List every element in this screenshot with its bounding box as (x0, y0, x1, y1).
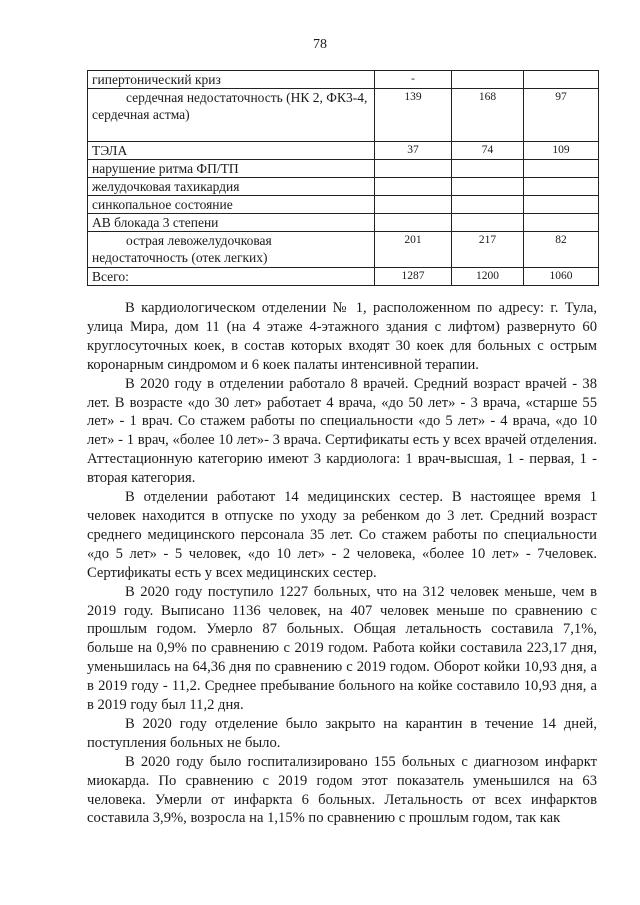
cell-value (375, 214, 452, 232)
total-value: 1060 (524, 268, 599, 286)
row-label: синкопальное состояние (88, 196, 375, 214)
cell-value (524, 196, 599, 214)
cell-value: - (375, 71, 452, 89)
paragraph: В 2020 году было госпитализировано 155 больных с диагнозом инфаркт миокарда. По сравнению с 2019 годом этот показатель уменьшился на 63 человека. Умерли от инфаркта 6 больных. Летальность от всех инфарктов составила 3,9%, возросла на 1,15% по сравнению с прошлым годом, так как (87, 753, 597, 827)
cell-value: 139 (375, 89, 452, 142)
page-number: 78 (313, 37, 327, 52)
cell-value (375, 178, 452, 196)
row-label: нарушение ритма ФП/ТП (88, 160, 375, 178)
cell-value (524, 160, 599, 178)
cell-value (452, 214, 524, 232)
row-label: ТЭЛА (88, 142, 375, 160)
table-row (88, 160, 599, 178)
table-row (88, 178, 599, 196)
table-row (88, 214, 599, 232)
cell-value: 74 (452, 142, 524, 160)
statistics-table (87, 70, 599, 286)
cell-value: 201 (375, 232, 452, 268)
cell-value (452, 160, 524, 178)
paragraph: В 2020 году в отделении работало 8 врачей. Средний возраст врачей - 38 лет. В возрасте «до 30 лет» работает 4 врача, «до 50 лет» - 3 врача, «старше 55 лет» - 1 врач. Со стажем работы по специальности «до 5 лет» - 4 врача, «до 10 лет» - 1 врач, «более 10 лет»- 3 врача. Сертификаты есть у всех врачей отделения. Аттестационную категорию имеют 3 кардиолога: 1 врач-высшая, 1 - первая, 1 - вторая категория. (87, 375, 597, 487)
table-row (88, 89, 599, 142)
cell-value: 217 (452, 232, 524, 268)
cell-value (524, 214, 599, 232)
cell-value (375, 196, 452, 214)
paragraph: В кардиологическом отделении № 1, расположенном по адресу: г. Тула, улица Мира, дом 11 (на 4 этаже 4-этажного здания с лифтом) развернуто 60 круглосуточных коек, в состав которых входят 30 коек для больных с острым коронарным синдромом и 6 коек палаты интенсивной терапии. (87, 300, 597, 373)
row-label: АВ блокада 3 степени (88, 214, 375, 232)
row-label: желудочковая тахикардия (88, 178, 375, 196)
paragraph: В отделении работают 14 медицинских сестер. В настоящее время 1 человек находится в отпуске по уходу за ребенком до 3 лет. Средний возраст среднего медицинского персонала 35 лет. Со стажем работы по специальности «до 5 лет» - 5 человек, «до 10 лет» - 2 человека, «более 10 лет» - 7человек. Сертификаты есть у всех медицинских сестер. (87, 489, 597, 581)
total-value: 1287 (375, 268, 452, 286)
cell-value (375, 160, 452, 178)
cell-value (452, 196, 524, 214)
total-label: Всего: (88, 268, 375, 286)
cell-value: 109 (524, 142, 599, 160)
table-row (88, 71, 599, 89)
table-row (88, 232, 599, 268)
paragraph: В 2020 году поступило 1227 больных, что на 312 человек меньше, чем в 2019 году. Выписано 1136 человек, на 407 человек меньше по сравнению с прошлым годом. Умерло 87 больных. Общая летальность составила 7,1%, больше на 0,9% по сравнению с 2019 годом. Работа койки составила 223,17 дня, уменьшилась на 64,36 дня по сравнению с 2019 годом. Оборот койки 10,93 дня, а в 2019 году - 11,2. Среднее пребывание больного на койке составило 10,93 дня, а в 2019 году был 11,2 дня. (87, 583, 597, 714)
body-text (87, 299, 597, 828)
cell-value: 168 (452, 89, 524, 142)
row-label: гипертонический криз (88, 71, 375, 89)
cell-value: 37 (375, 142, 452, 160)
table-total-row (88, 268, 599, 286)
cell-value (452, 71, 524, 89)
cell-value: 97 (524, 89, 599, 142)
table-row (88, 196, 599, 214)
row-label: сердечная недостаточность (НК 2, ФК3-4, сердечная астма) (88, 89, 375, 142)
total-value: 1200 (452, 268, 524, 286)
cell-value (524, 178, 599, 196)
cell-value: 82 (524, 232, 599, 268)
table-row (88, 142, 599, 160)
cell-value (452, 178, 524, 196)
paragraph: В 2020 году отделение было закрыто на карантин в течение 14 дней, поступления больных не было. (87, 715, 597, 751)
row-label: острая левожелудочковая недостаточность (отек легких) (88, 232, 375, 268)
cell-value (524, 71, 599, 89)
